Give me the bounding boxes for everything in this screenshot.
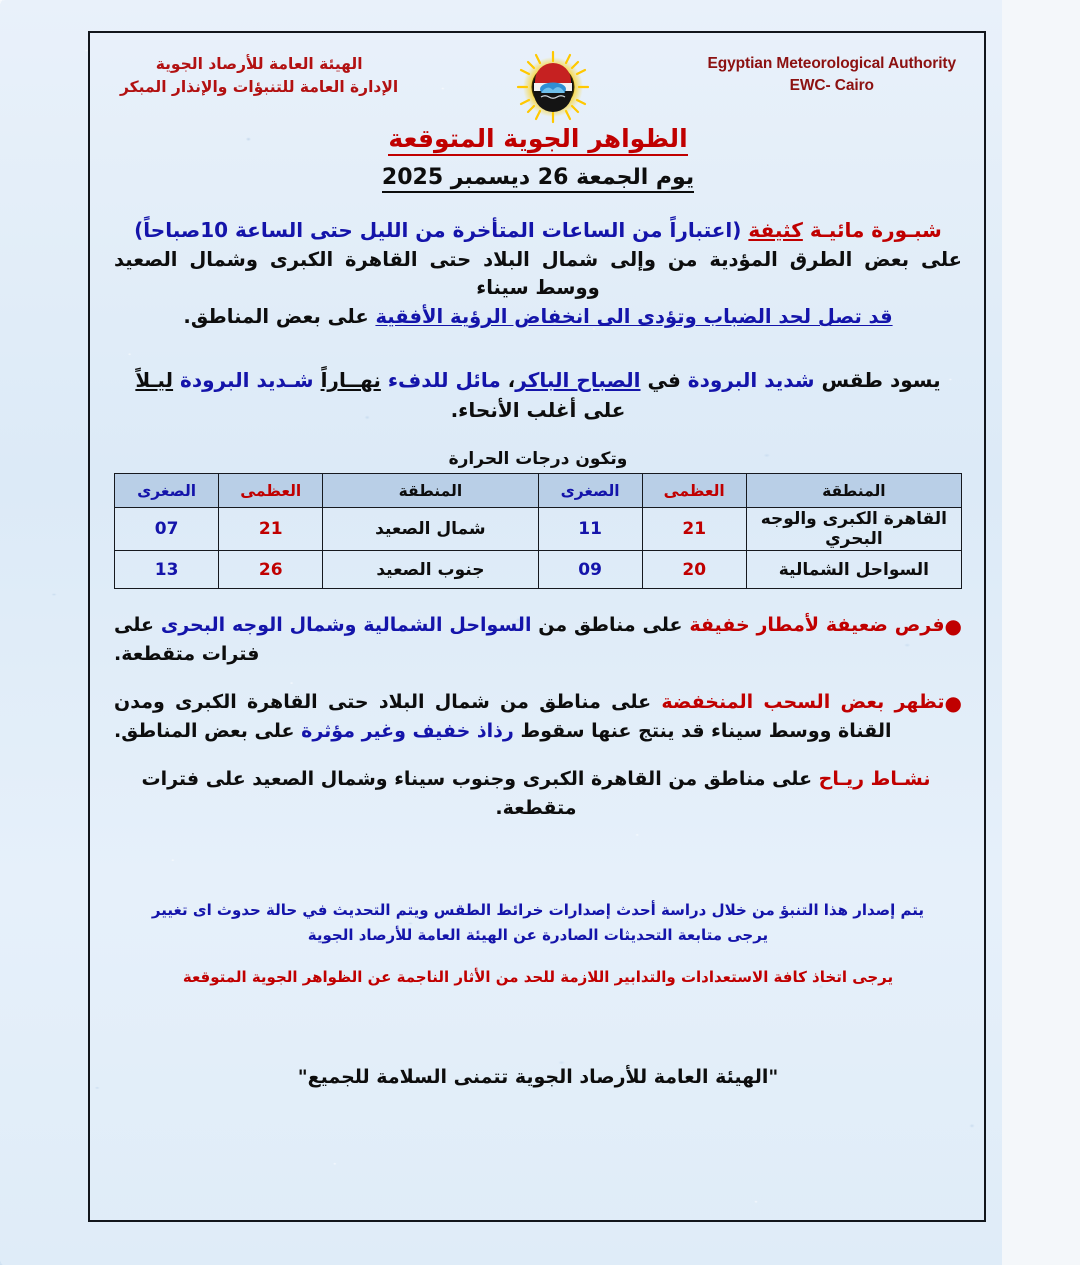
th-region-left: المنطقة: [323, 474, 538, 508]
cold-seg-mild-daytime: مائل للدفء: [387, 368, 501, 393]
footer-note-issuance: يتم إصدار هذا التنبؤ من خلال دراسة أحدث إصدارات خرائط الطقس ويتم التحديث في حالة حدوث اى تغيير: [151, 901, 925, 920]
cell-max: 20: [642, 551, 746, 589]
cell-max: 21: [642, 508, 746, 551]
cell-min: 07: [115, 508, 219, 551]
bulletin-content: [96, 36, 980, 1216]
fog-visibility-warning: قد تصل لحد الضباب وتؤدى الى انخفاض الرؤية الأفقية: [375, 305, 893, 329]
cold-seg-1: يسود طقس: [821, 368, 941, 393]
cell-region: جنوب الصعيد: [323, 551, 538, 589]
th-max-left: العظمى: [219, 474, 323, 508]
fog-forecast-paragraph: [114, 216, 962, 332]
cell-max: 26: [219, 551, 323, 589]
cell-min: 13: [115, 551, 219, 589]
cell-min: 11: [538, 508, 642, 551]
table-row: [115, 551, 962, 589]
footer-notes: [114, 898, 962, 989]
bullet-2-some-areas: على بعض المناطق.: [114, 719, 295, 742]
temperature-table: [114, 473, 962, 589]
fog-line-2: [114, 246, 962, 304]
header-arabic-org: [120, 50, 398, 100]
bullet-dot-icon: ●: [944, 614, 962, 639]
bullet-1-areas-prefix: على مناطق من: [538, 614, 683, 637]
cold-line-2: [114, 396, 962, 426]
wind-headline: نشـاط ريـاح: [818, 768, 931, 791]
bullet-2-areas: على مناطق من شمال البلاد حتى القاهرة الكبرى ومدن القناة ووسط سيناء قد ينتج عنها سقوط: [114, 691, 892, 742]
cold-seg-coverage: على أغلب الأنحاء.: [450, 397, 626, 422]
cold-seg-very-cold: شديد البرودة: [687, 368, 815, 393]
list-item: [114, 611, 962, 668]
bullet-2-text: [114, 688, 945, 745]
temperature-table-caption: وتكون درجات الحرارة: [448, 449, 628, 470]
table-header-row: [115, 474, 962, 508]
header-arabic-line1: الهيئة العامة للأرصاد الجوية: [155, 55, 363, 73]
list-item: [114, 688, 962, 745]
fog-headline-red: شبـورة مائيـة: [809, 218, 942, 242]
document-header: [114, 42, 962, 120]
page-right-margin: [1002, 0, 1080, 1265]
cell-region: القاهرة الكبرى والوجه البحري: [746, 508, 961, 551]
fog-line-3: [114, 303, 962, 332]
bullet-dot-icon: ●: [944, 691, 962, 716]
bullet-2-low-clouds: تظهر بعض السحب المنخفضة: [661, 691, 945, 714]
header-english-line1: Egyptian Meteorological Authority: [707, 55, 956, 72]
forecast-date: [114, 165, 962, 190]
header-english-org: [708, 50, 956, 98]
th-min-right: الصغرى: [538, 474, 642, 508]
fog-timing-note: (اعتباراً من الساعات المتأخرة من الليل حتى الساعة 10صباحاً): [134, 218, 742, 242]
cell-min: 09: [538, 551, 642, 589]
forecast-bullet-list: [114, 611, 962, 822]
fog-line-1: [114, 216, 962, 246]
bullet-1-intervals: على فترات متقطعة.: [114, 614, 260, 665]
fog-roads-text: على بعض الطرق المؤدية من وإلى شمال البلاد حتى القاهرة الكبرى وشمال الصعيد ووسط سيناء: [114, 247, 962, 300]
bullet-2-drizzle: رذاذ خفيف وغير مؤثرة: [301, 719, 514, 742]
fog-headline-emphasis: كثيفة: [748, 218, 803, 242]
cold-seg-nighttime: ليـلاً: [135, 368, 174, 393]
footer-note-updates: يرجى متابعة التحديثات الصادرة عن الهيئة العامة للأرصاد الجوية: [307, 926, 769, 945]
closing-statement: "الهيئة العامة للأرصاد الجوية تتمنى السلامة للجميع": [297, 1065, 779, 1088]
cold-seg-early-morning: الصباح الباكر: [515, 368, 641, 393]
cell-max: 21: [219, 508, 323, 551]
page-title-text: الظواهر الجوية المتوقعة: [388, 124, 687, 156]
th-min-left: الصغرى: [115, 474, 219, 508]
cold-seg-daytime: نهــاراً: [320, 368, 381, 393]
ema-emblem-icon: [516, 50, 590, 124]
cell-region: شمال الصعيد: [323, 508, 538, 551]
forecast-date-text: يوم الجمعة 26 ديسمبر 2025: [382, 165, 694, 193]
fog-areas-text: على بعض المناطق.: [183, 305, 369, 329]
page-title: [114, 124, 962, 153]
cold-line-1: [114, 366, 962, 396]
cold-seg-very-cold-night: شـديد البرودة: [180, 368, 314, 393]
temperature-description-paragraph: [114, 366, 962, 425]
table-row: [115, 508, 962, 551]
bullet-1-regions: السواحل الشمالية وشمال الوجه البحرى: [160, 614, 532, 637]
footer-note-precautions: يرجى اتخاذ كافة الاستعدادات والتدابير اللازمة للحد من الأثار الناجمة عن الظواهر الجوية المتوقعة: [182, 967, 894, 986]
wind-areas: على مناطق من القاهرة الكبرى وجنوب سيناء وشمال الصعيد على فترات متقطعة.: [141, 768, 813, 819]
bullet-1-text: [114, 611, 945, 668]
th-region-right: المنطقة: [746, 474, 961, 508]
cold-seg-3: في: [647, 368, 681, 393]
cold-seg-comma: ،: [500, 368, 516, 393]
wind-activity-paragraph: [114, 765, 962, 822]
ema-emblem-logo: [516, 50, 590, 124]
bullet-1-rain-chance: فرص ضعيفة لأمطار خفيفة: [689, 614, 945, 637]
header-arabic-line2: الإدارة العامة للتنبؤات والإنذار المبكر: [120, 78, 399, 97]
th-max-right: العظمى: [642, 474, 746, 508]
cell-region: السواحل الشمالية: [746, 551, 961, 589]
header-english-line2: EWC- Cairo: [789, 77, 874, 95]
